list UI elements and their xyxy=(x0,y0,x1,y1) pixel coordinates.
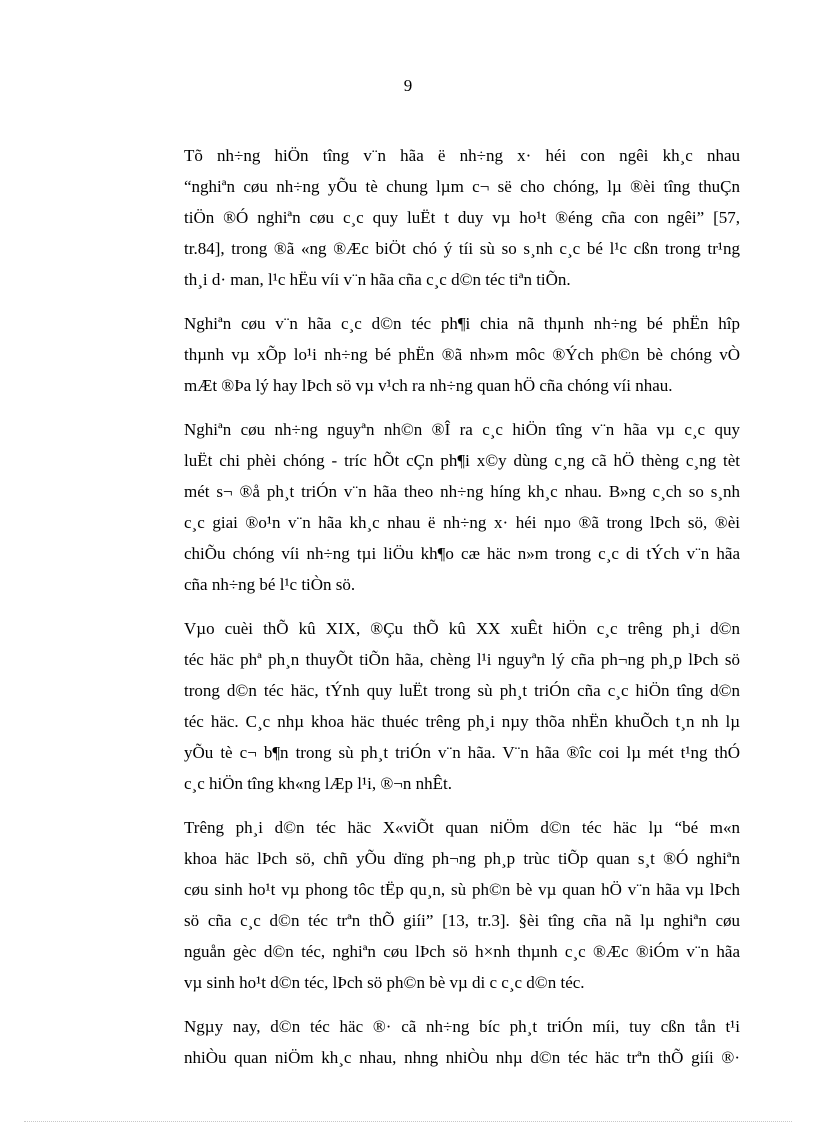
text-line: th¸i d· man, l¹c hËu víi v¨n hãa cña c¸c d©n téc tiªn tiÕn. xyxy=(184,270,571,289)
paragraph xyxy=(134,613,740,799)
text-line: chiÕu chóng víi nh÷ng tµi liÖu kh¶o cæ häc n»m trong c¸c di tÝch v¨n hãa xyxy=(184,544,740,563)
text-line: thµnh vµ xÕp lo¹i nh÷ng bé phËn ®ã nh»m môc ®Ých ph©n bè chóng vÒ xyxy=(184,345,740,364)
text-line: Tõ nh÷ng hiÖn tîng v¨n hãa ë nh÷ng x· héi con ngêi kh¸c nhau xyxy=(184,146,740,165)
text-line: cña nh÷ng bé l¹c tiÒn sö. xyxy=(184,575,356,594)
text-line: Ngµy nay, d©n téc häc ®· cã nh÷ng bíc ph¸t triÓn míi, tuy cßn tån t¹i xyxy=(184,1017,740,1036)
paragraph xyxy=(134,812,740,998)
text-line: yÕu tè c¬ b¶n trong sù ph¸t triÓn v¨n hãa. V¨n hãa ®îc coi lµ mét t¹ng thÓ xyxy=(184,743,740,762)
text-line: nhiÒu quan niÖm kh¸c nhau, nhng nhiÒu nhµ d©n téc häc trªn thÕ giíi ®· xyxy=(184,1048,740,1067)
text-line: khoa häc lÞch sö, chñ yÕu dïng ph¬ng ph¸p trùc tiÕp quan s¸t ®Ó nghiªn xyxy=(184,849,740,868)
text-line: tiÖn ®Ó nghiªn cøu c¸c quy luËt t duy vµ ho¹t ®éng cña con ngêi” [57, xyxy=(184,208,740,227)
paragraph xyxy=(134,414,740,600)
page-bottom-divider xyxy=(24,1121,792,1122)
text-line: luËt chi phèi chóng - tríc hÕt cÇn ph¶i x©y dùng c¸ng cã hÖ thèng c¸ng tèt xyxy=(184,451,740,470)
text-line: cøu sinh ho¹t vµ phong tôc tËp qu¸n, sù ph©n bè vµ quan hÖ v¨n hãa vµ lÞch xyxy=(184,880,740,899)
text-line: mÆt ®Þa lý hay lÞch sö vµ v¹ch ra nh÷ng quan hÖ cña chóng víi nhau. xyxy=(184,376,673,395)
text-line: téc häc. C¸c nhµ khoa häc thuéc trêng ph¸i nµy thõa nhËn khuÕch t¸n nh lµ xyxy=(184,712,740,731)
text-line: Nghiªn cøu nh÷ng nguyªn nh©n ®Î ra c¸c hiÖn tîng v¨n hãa vµ c¸c quy xyxy=(184,420,740,439)
text-line: vµ sinh ho¹t d©n téc, lÞch sö ph©n bè vµ di c c¸c d©n téc. xyxy=(184,973,585,992)
paragraph xyxy=(134,308,740,401)
text-line: Nghiªn cøu v¨n hãa c¸c d©n téc ph¶i chia nã thµnh nh÷ng bé phËn hîp xyxy=(184,314,740,333)
text-line: Vµo cuèi thÕ kû XIX, ®Çu thÕ kû XX xuÊt hiÖn c¸c trêng ph¸i d©n xyxy=(184,619,740,638)
body-text xyxy=(134,140,740,1086)
paragraph xyxy=(134,140,740,295)
text-line: c¸c giai ®o¹n v¨n hãa kh¸c nhau ë nh÷ng x· héi nµo ®ã trong lÞch sö, ®èi xyxy=(184,513,740,532)
paragraph xyxy=(134,1011,740,1073)
text-line: c¸c hiÖn tîng kh«ng lÆp l¹i, ®¬n nhÊt. xyxy=(184,774,452,793)
text-line: trong d©n téc häc, tÝnh quy luËt trong sù ph¸t triÓn cña c¸c hiÖn tîng d©n xyxy=(184,681,740,700)
text-line: tr.84], trong ®ã «ng ®Æc biÖt chó ý tíi sù so s¸nh c¸c bé l¹c cßn trong tr¹ng xyxy=(184,239,740,258)
text-line: “nghiªn cøu nh÷ng yÕu tè chung lµm c¬ së cho chóng, lµ ®èi tîng thuÇn xyxy=(184,177,740,196)
text-line: mét s¬ ®å ph¸t triÓn v¨n hãa theo nh÷ng híng kh¸c nhau. B»ng c¸ch so s¸nh xyxy=(184,482,740,501)
text-line: Trêng ph¸i d©n téc häc X«viÕt quan niÖm d©n téc häc lµ “bé m«n xyxy=(184,818,740,837)
text-line: nguån gèc d©n téc, nghiªn cøu lÞch sö h×nh thµnh c¸c ®Æc ®iÓm v¨n hãa xyxy=(184,942,740,961)
text-line: sö cña c¸c d©n téc trªn thÕ giíi” [13, tr.3]. §èi tîng cña nã lµ nghiªn cøu xyxy=(184,911,740,930)
text-line: téc häc phª ph¸n thuyÕt tiÕn hãa, chèng l¹i nguyªn lý cña ph¬ng ph¸p lÞch sö xyxy=(184,650,740,669)
page-number: 9 xyxy=(403,76,413,95)
